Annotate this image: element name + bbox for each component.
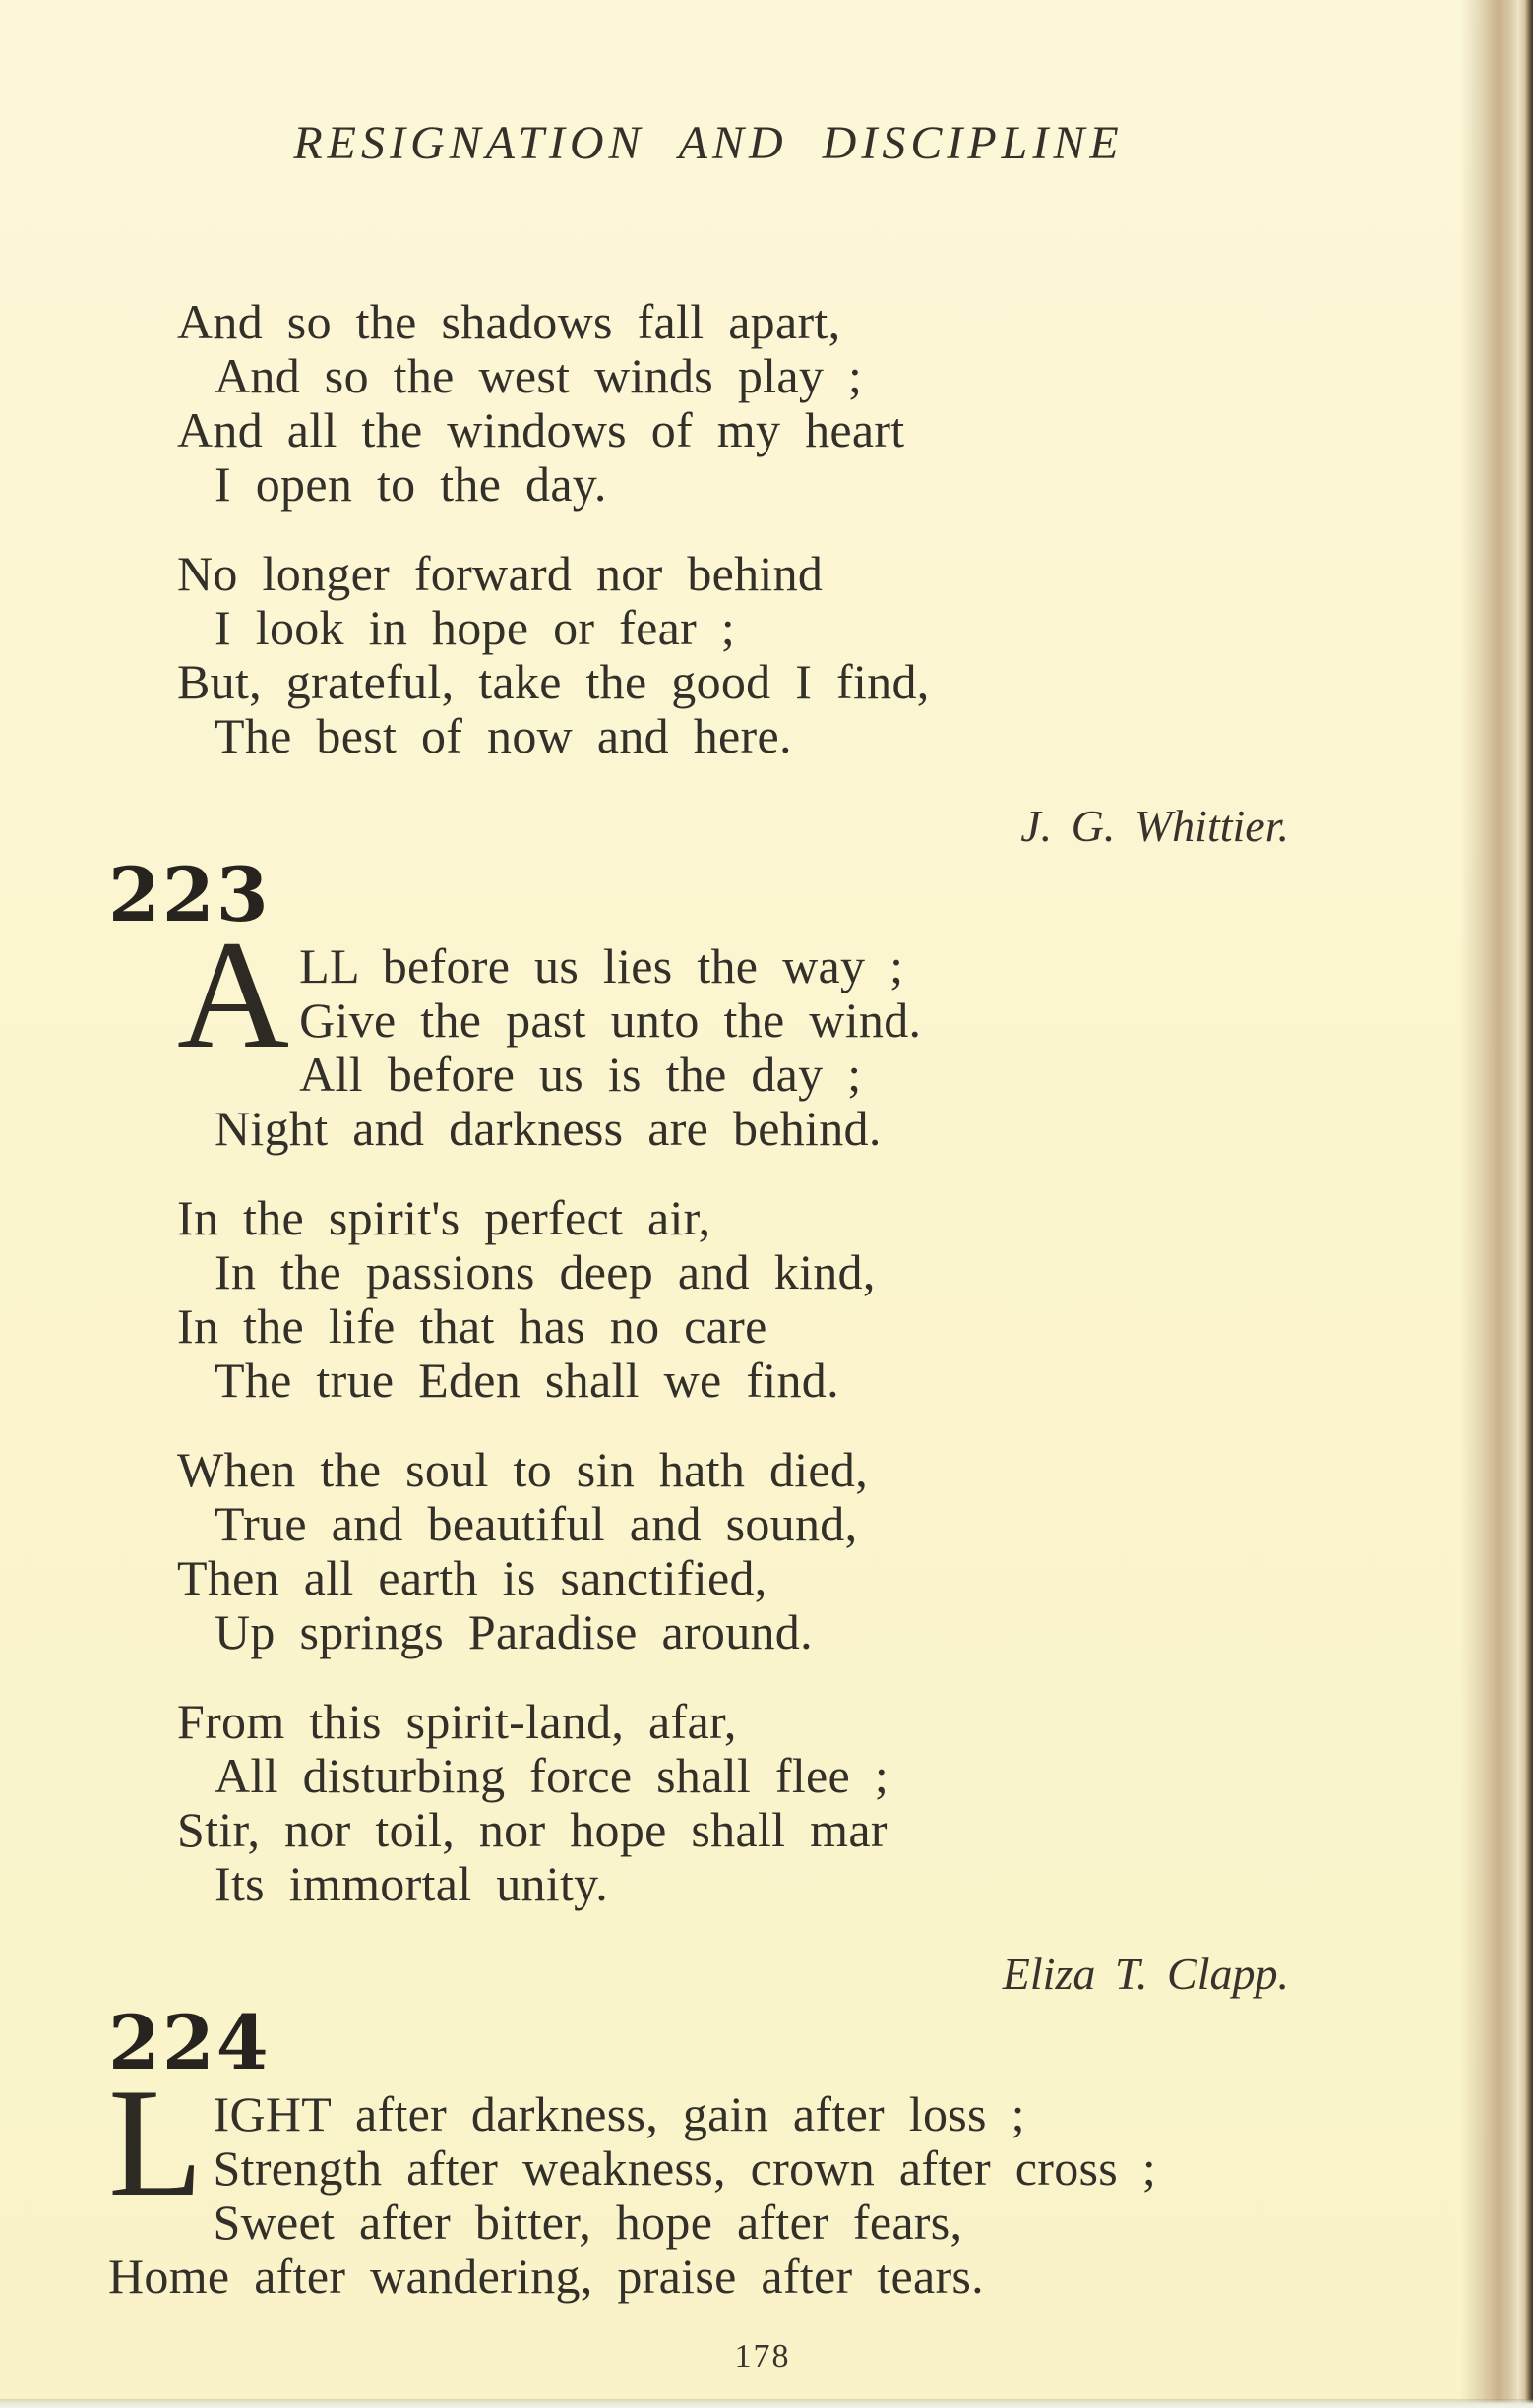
- attribution-clapp: Eliza T. Clapp.: [1002, 1949, 1289, 1999]
- poem-line: No longer forward nor behind: [177, 546, 824, 601]
- poem-line: Strength after weakness, crown after cross ;: [213, 2140, 1157, 2196]
- stanza: [177, 1191, 1466, 1408]
- poem-line: Its immortal unity.: [215, 1856, 609, 1911]
- page-number: 178: [734, 2338, 791, 2375]
- poem-line: The best of now and here.: [215, 708, 792, 763]
- stanza: [177, 1695, 1466, 1911]
- stanza: [177, 909, 1466, 1156]
- page-bottom-edge: [0, 2399, 1533, 2408]
- poem-line: Sweet after bitter, hope after fears,: [213, 2195, 963, 2250]
- poem-line: In the passions deep and kind,: [215, 1244, 876, 1299]
- poem-224: [108, 1999, 1466, 2304]
- poem-line: In the spirit's perfect air,: [177, 1190, 711, 1245]
- poem-line: And all the windows of my heart: [177, 402, 905, 457]
- poem-line: Home after wandering, praise after tears.: [108, 2249, 984, 2304]
- poem-line: All disturbing force shall flee ;: [215, 1748, 889, 1803]
- poem-line: Up springs Paradise around.: [215, 1604, 813, 1659]
- poem-line: The true Eden shall we find.: [215, 1353, 839, 1408]
- attribution-whittier: J. G. Whittier.: [1020, 801, 1289, 851]
- poem-number-224: 224: [108, 1999, 271, 2086]
- stanza: [177, 547, 1466, 763]
- poem-line: When the soul to sin hath died,: [177, 1442, 869, 1497]
- poem-line: IGHT after darkness, gain after loss ;: [213, 2086, 1025, 2141]
- stanza: [177, 295, 1466, 512]
- stanza: [177, 1443, 1466, 1659]
- poem-line: Give the past unto the wind.: [299, 993, 922, 1048]
- poem-line: LL before us lies the way ;: [299, 938, 904, 993]
- poem-line: I look in hope or fear ;: [215, 600, 736, 655]
- poem-line: Stir, nor toil, nor hope shall mar: [177, 1802, 888, 1857]
- poem-line: In the life that has no care: [177, 1298, 767, 1354]
- running-head: RESIGNATION AND DISCIPLINE: [293, 117, 1124, 169]
- poem-line: And so the shadows fall apart,: [177, 294, 841, 349]
- poem-line: Night and darkness are behind.: [215, 1101, 882, 1156]
- poem-line: All before us is the day ;: [299, 1047, 862, 1102]
- poem-whittier: [108, 295, 1466, 853]
- drop-cap-a: A: [177, 909, 290, 1081]
- poem-line: I open to the day.: [215, 456, 607, 512]
- page-edge-shadow: [1460, 0, 1533, 2408]
- poem-line: And so the west winds play ;: [215, 348, 863, 403]
- poem-line: True and beautiful and sound,: [215, 1496, 858, 1551]
- poem-line: From this spirit-land, afar,: [177, 1694, 737, 1749]
- drop-cap-l: L: [108, 2057, 204, 2229]
- stanza: [108, 2057, 1466, 2304]
- poem-line: But, grateful, take the good I find,: [177, 654, 930, 709]
- poem-223: [108, 851, 1466, 2001]
- poem-line: Then all earth is sanctified,: [177, 1550, 767, 1605]
- poem-number-223: 223: [108, 851, 271, 938]
